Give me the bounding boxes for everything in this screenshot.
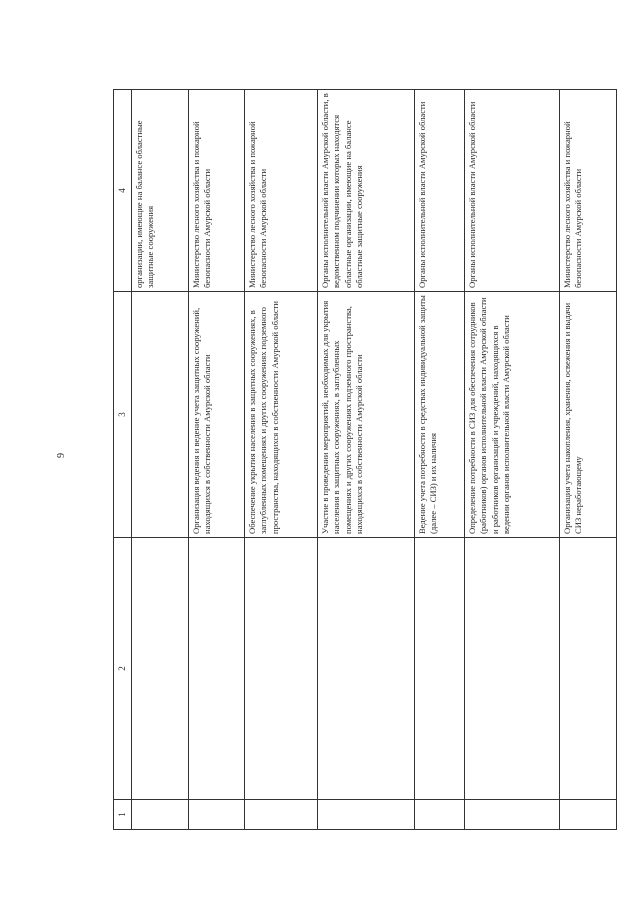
table-row bbox=[132, 90, 189, 830]
cell-responsible: организации, имеющие на балансе областные защитные сооружения bbox=[132, 90, 189, 292]
table-row bbox=[189, 90, 245, 830]
cell-responsible: Министерство лесного хозяйства и пожарной безопасности Амурской области bbox=[560, 90, 617, 292]
cell-col-2 bbox=[132, 538, 189, 800]
cell-col-1 bbox=[415, 800, 465, 830]
cell-responsible: Органы исполнительной власти Амурской области bbox=[415, 90, 465, 292]
cell-measure: Организация ведения и ведение учета защитных сооружений, находящихся в собственности Амурской области bbox=[189, 292, 245, 538]
cell-responsible: Министерство лесного хозяйства и пожарной безопасности Амурской области bbox=[189, 90, 245, 292]
table-row bbox=[465, 90, 560, 830]
cell-measure: Обеспечение укрытия населения в защитных сооружениях, в заглубленных помещениях и других сооружениях подземного пространства, находящихся в собственности Амурской области bbox=[245, 292, 318, 538]
cell-col-1 bbox=[189, 800, 245, 830]
cell-measure: Участие в проведении мероприятий, необходимых для укрытия населения в защитных сооружениях, в заглубленных помещениях и других сооружениях подземного пространства, находящихся в собственности Амурской области bbox=[318, 292, 415, 538]
cell-col-2 bbox=[245, 538, 318, 800]
cell-col-1 bbox=[132, 800, 189, 830]
cell-measure: Организация учета накопления, хранения, освежения и выдачи СИЗ неработающему bbox=[560, 292, 617, 538]
cell-col-1 bbox=[245, 800, 318, 830]
cell-col-1 bbox=[465, 800, 560, 830]
cell-col-2 bbox=[189, 538, 245, 800]
table-row bbox=[318, 90, 415, 830]
cell-col-2 bbox=[560, 538, 617, 800]
cell-measure: Ведение учета потребности в средствах индивидуальной защиты (далее – СИЗ) и их наличия bbox=[415, 292, 465, 538]
rotated-table-sheet bbox=[113, 90, 593, 830]
cell-measure bbox=[132, 292, 189, 538]
cell-responsible: Министерство лесного хозяйства и пожарной безопасности Амурской области bbox=[245, 90, 318, 292]
cell-col-1 bbox=[318, 800, 415, 830]
cell-col-2 bbox=[465, 538, 560, 800]
cell-responsible: Органы исполнительной власти Амурской области, в ведомственном подчинении которых находятся областные организации, имеющие на балансе областные защитные сооружения bbox=[318, 90, 415, 292]
cell-col-2 bbox=[415, 538, 465, 800]
cell-measure: Определение потребности в СИЗ для обеспечения сотрудников (работников) органов исполнительной власти Амурской области и работников организаций и учреждений, находящихся в ведении органов исполнительной власти Амурской области bbox=[465, 292, 560, 538]
header-col-1: 1 bbox=[114, 800, 132, 830]
cell-col-1 bbox=[560, 800, 617, 830]
table-row bbox=[245, 90, 318, 830]
table-header-row bbox=[114, 90, 132, 830]
header-col-3: 3 bbox=[114, 292, 132, 538]
table-row bbox=[560, 90, 617, 830]
responsibility-table bbox=[113, 89, 617, 830]
cell-col-2 bbox=[318, 538, 415, 800]
cell-responsible: Органы исполнительной власти Амурской области bbox=[465, 90, 560, 292]
header-col-2: 2 bbox=[114, 538, 132, 800]
page-number: 9 bbox=[56, 453, 67, 458]
table-row bbox=[415, 90, 465, 830]
header-col-4: 4 bbox=[114, 90, 132, 292]
